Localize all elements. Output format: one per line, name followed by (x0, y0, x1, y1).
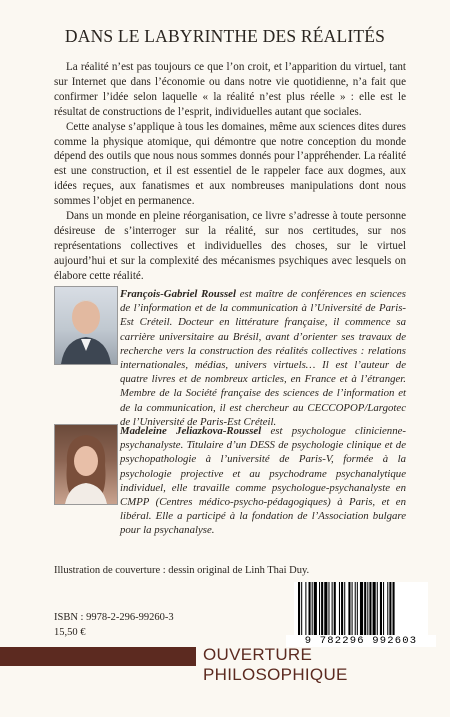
isbn: ISBN : 9978-2-296-99260-3 (54, 612, 174, 623)
author-name-2: Madeleine Jeliazkova-Roussel (120, 425, 262, 437)
synopsis-paragraph-1: La réalité n’est pas toujours ce que l’on croit, et l’apparition du virtuel, tant sur Internet que dans l’économie ou dans notre vie quotidienne, n’a fait que confirmer l’idée selon laquelle « la réalité n’est plus réelle » : elle est le résultat de constructions de l’esprit, individuelles autant que sociales. (54, 61, 406, 118)
author-name-1: François-Gabriel Roussel (120, 288, 236, 300)
synopsis-paragraph-2: Cette analyse s’applique à tous les domaines, même aux sciences dites dures comme la physique atomique, qui démontre que notre conception du monde dépend des outils que nous nous sommes donnés pour l’appréhender. La réalité est une construction, et il est essentiel de le rappeler face aux dogmes, aux idées reçues, aux fanatismes et aux nombreuses manipulations dont nous sommes l’objet en permanence. (54, 120, 406, 208)
author-bio-2 (120, 424, 406, 538)
price: 15,50 € (54, 627, 86, 638)
synopsis (54, 60, 406, 284)
author-bio-1-text: est maître de conférences en sciences de l’information et de la communication à l’Université de Paris-Est Créteil. Docteur en littérature française, il commence sa carrière universitaire au Brésil, avant d’orienter ses travaux de recherche vers la construction des réalités collectives : relations internationales, médias, univers virtuels… Il est l’auteur de quatre livres et de nombreux articles, en France et à l’étranger. Membre de la Société française des sciences de l’information et de la communication, il est chercheur au CECCOPOP/Largotec de l’Université de Paris-Est Créteil. (120, 288, 406, 428)
author-bio-2-text: est psychologue clinicienne-psychanalyste. Titulaire d’un DESS de psychologie clinique et de psychopathologie à l’université de Paris-V, formée à la psychologie projective et au psychodrame psychanalytique individuel, elle travaille comme psychologue-psychanalyste en CMPP (Centres médico-psycho-pédagogiques) à Paris, et en libéral. Elle a participé à la fondation de l’Association bulgare pour la psychanalyse. (120, 425, 406, 537)
synopsis-paragraph-3: Dans un monde en pleine réorganisation, ce livre s’adresse à toute personne désireuse de s’interroger sur la réalité, sur nos certitudes, sur nos représentations collectives et individuelles des choses, sur le virtuel aujourd’hui et sur la complexité des mécanismes psychiques avec lesquels on élabore cette réalité. (54, 210, 406, 282)
author-photo-madeleine-jeliazkova-roussel (54, 424, 118, 505)
barcode (294, 582, 428, 636)
illustration-credit: Illustration de couverture : dessin original de Linh Thai Duy. (54, 565, 310, 576)
barcode-number: 9 782296 992603 (286, 635, 436, 647)
collection-name: OUVERTURE PHILOSOPHIQUE (203, 645, 348, 684)
collection-band (0, 647, 196, 666)
author-bio-1 (120, 287, 406, 429)
book-title: DANS LE LABYRINTHE DES RÉALITÉS (64, 26, 386, 46)
author-photo-francois-gabriel-roussel (54, 286, 118, 365)
